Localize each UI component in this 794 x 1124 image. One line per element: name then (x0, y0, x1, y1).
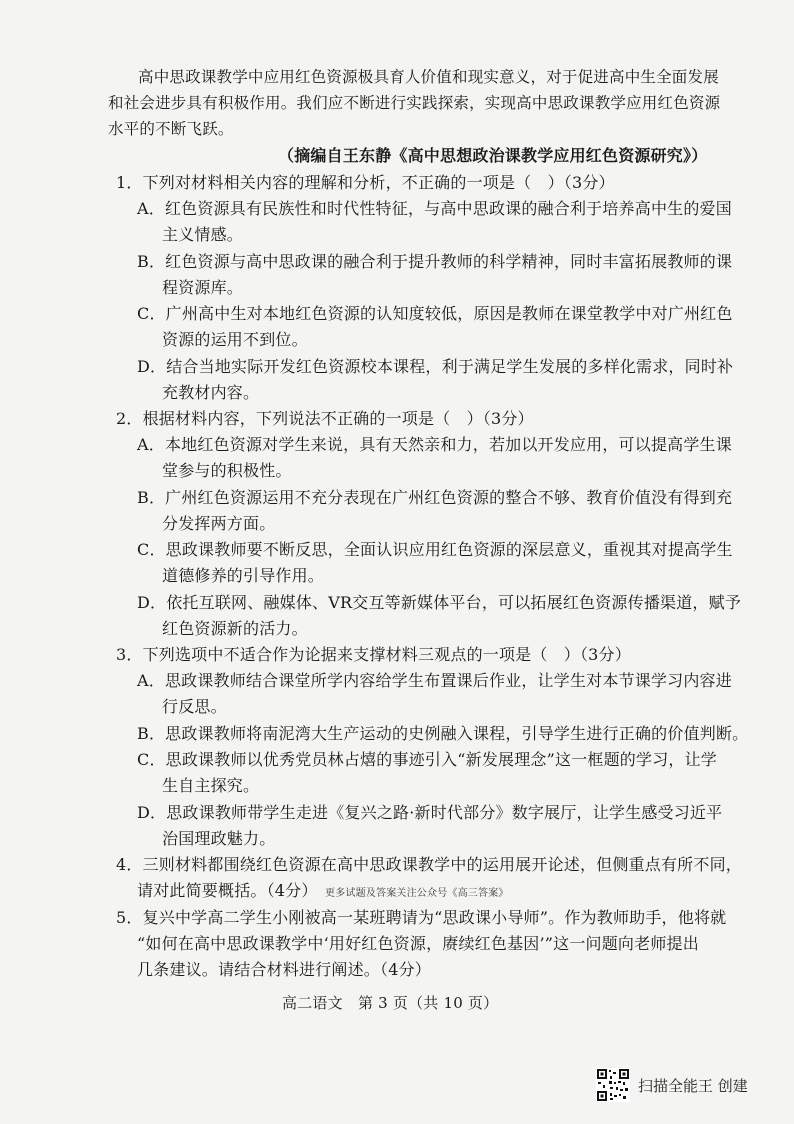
q1-option-c-line2: 资源的运用不到位。 (162, 330, 308, 349)
q2-option-a-line1: A．本地红色资源对学生来说，具有天然亲和力，若加以开发应用，可以提高学生课 (137, 435, 732, 454)
intro-line-3: 水平的不断飞跃。 (108, 120, 234, 138)
page-footer: 高二语文 第 3 页（共 10 页） (282, 994, 499, 1012)
q1-option-d-line2: 充教材内容。 (162, 383, 260, 402)
q2-stem: 2．根据材料内容，下列说法不正确的一项是（ ）（3分） (116, 409, 534, 428)
q2-option-c-line2: 道德修养的引导作用。 (162, 566, 325, 585)
q2-option-b-line1: B．广州红色资源运用不充分表现在广州红色资源的整合不够、教育价值没有得到充 (137, 488, 733, 507)
q3-option-a-line2: 行反思。 (162, 697, 227, 716)
q1-option-a-line2: 主义情感。 (162, 225, 244, 244)
q1-option-b-line2: 程资源库。 (162, 278, 244, 297)
q2-option-a-line2: 堂参与的积极性。 (162, 461, 292, 480)
q1-option-a-line1: A．红色资源具有民族性和时代性特征，与高中思政课的融合利于培养高中生的爱国 (137, 199, 732, 218)
q1-stem: 1．下列对材料相关内容的理解和分析，不正确的一项是（ ）（3分） (116, 173, 615, 192)
promo-note: 更多试题及答案关注公众号《高三答案》 (325, 888, 509, 899)
watermark-text: 扫描全能王 创建 (638, 1076, 748, 1095)
intro-line-1: 高中思政课教学中应用红色资源极具育人价值和现实意义，对于促进高中生全面发展 (138, 68, 719, 86)
intro-line-2: 和社会进步具有积极作用。我们应不断进行实践探索，实现高中思政课教学应用红色资源 (108, 94, 721, 112)
q4-stem-line2: 请对此简要概括。（4分） (137, 881, 318, 900)
q3-option-a-line1: A．思政课教师结合课堂所学内容给学生布置课后作业，让学生对本节课学习内容进 (137, 671, 732, 690)
qr-code-icon (596, 1068, 630, 1102)
q5-stem-line2: “如何在高中思政课教学中‘用好红色资源，赓续红色基因’”这一问题向老师提出 (137, 934, 699, 953)
q3-stem: 3．下列选项中不适合作为论据来支撑材料三观点的一项是（ ）（3分） (116, 645, 631, 664)
q2-option-d-line1: D．依托互联网、融媒体、VR交互等新媒体平台，可以拓展红色资源传播渠道，赋予 (137, 593, 742, 612)
q5-stem-line3: 几条建议。请结合材料进行阐述。（4分） (137, 960, 431, 979)
q2-option-b-line2: 分发挥两方面。 (162, 514, 276, 533)
q3-option-b-line1: B．思政课教师将南泥湾大生产运动的史例融入课程，引导学生进行正确的价值判断。 (137, 724, 749, 743)
source-citation: （摘编自王东静《高中思想政治课教学应用红色资源研究》） (278, 146, 708, 165)
q1-option-d-line1: D．结合当地实际开发红色资源校本课程，利于满足学生发展的多样化需求，同时补 (137, 357, 734, 376)
q3-option-c-line2: 生自主探究。 (162, 776, 260, 795)
q3-option-d-line1: D．思政课教师带学生走进《复兴之路·新时代部分》数字展厅，让学生感受习近平 (137, 803, 723, 822)
q1-option-b-line1: B．红色资源与高中思政课的融合利于提升教师的科学精神，同时丰富拓展教师的课 (137, 252, 733, 271)
scanner-watermark (596, 1068, 748, 1102)
q5-stem-line1: 5．复兴中学高二学生小刚被高一某班聘请为“思政课小导师”。作为教师助手，他将就 (116, 908, 727, 927)
q1-option-c-line1: C．广州高中生对本地红色资源的认知度较低，原因是教师在课堂教学中对广州红色 (137, 304, 733, 323)
q3-option-c-line1: C．思政课教师以优秀党员林占熺的事迹引入“新发展理念”这一框题的学习，让学 (137, 750, 718, 769)
q2-option-c-line1: C．思政课教师要不断反思，全面认识应用红色资源的深层意义，重视其对提高学生 (137, 540, 733, 559)
q4-stem-line1: 4．三则材料都围绕红色资源在高中思政课教学中的运用展开论述，但侧重点有所不同， (116, 855, 742, 874)
q3-option-d-line2: 治国理政魅力。 (162, 829, 276, 848)
q2-option-d-line2: 红色资源新的活力。 (162, 619, 308, 638)
